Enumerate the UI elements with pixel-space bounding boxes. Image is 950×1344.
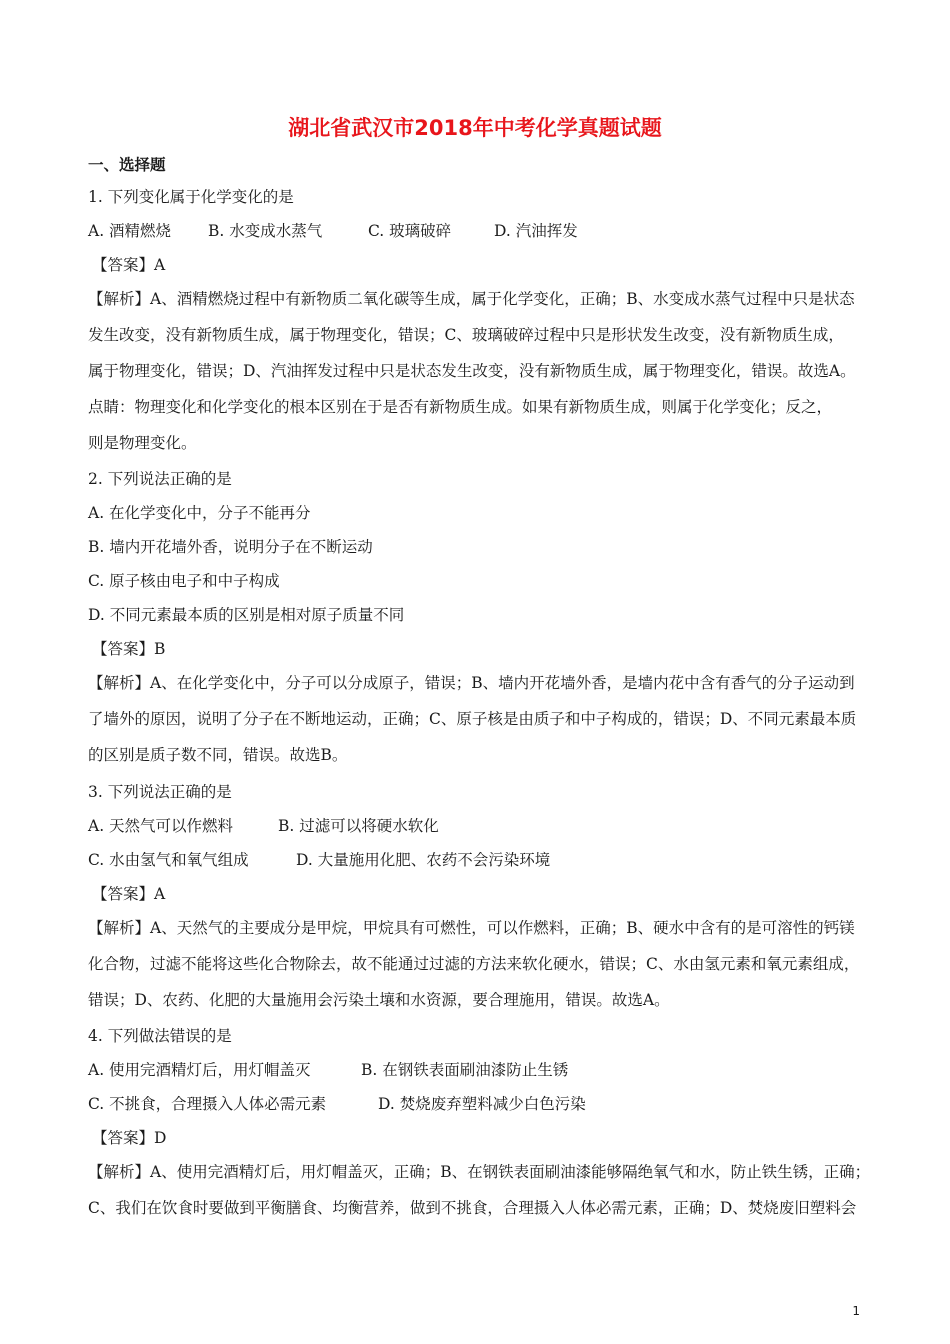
question-2-stem: 2. 下列说法正确的是 <box>88 470 232 488</box>
q2-analysis-line: 的区别是质子数不同，错误。故选B。 <box>88 746 348 764</box>
q3-option-d: D. 大量施用化肥、农药不会污染环境 <box>296 851 551 869</box>
q2-option-b: B. 墙内开花墙外香，说明分子在不断运动 <box>88 538 373 556</box>
q1-analysis-line: 发生改变，没有新物质生成，属于物理变化，错误；C、玻璃破碎过程中只是形状发生改变，没有新物质生成， <box>88 326 844 344</box>
question-1-stem: 1. 下列变化属于化学变化的是 <box>88 188 294 206</box>
q1-option-b: B. 水变成水蒸气 <box>208 222 323 240</box>
q1-analysis-line: 属于物理变化，错误；D、汽油挥发过程中只是状态发生改变，没有新物质生成，属于物理变化，错误。故选A。 <box>88 362 856 380</box>
q1-option-a: A. 酒精燃烧 <box>88 222 172 240</box>
q1-analysis-line: 【解析】A、酒精燃烧过程中有新物质二氧化碳等生成，属于化学变化，正确；B、水变成水蒸气过程中只是状态 <box>88 290 855 308</box>
page-number: 1 <box>852 1304 860 1318</box>
q1-option-c: C. 玻璃破碎 <box>368 222 452 240</box>
q4-analysis-line: 【解析】A、使用完酒精灯后，用灯帽盖灭，正确；B、在钢铁表面刷油漆能够隔绝氧气和水，防止铁生锈，正确； <box>88 1163 871 1181</box>
q3-analysis-line: 错误；D、农药、化肥的大量施用会污染土壤和水资源，要合理施用，错误。故选A。 <box>88 991 670 1009</box>
question-4-answer: 【答案】D <box>92 1129 167 1147</box>
q2-analysis-line: 【解析】A、在化学变化中，分子可以分成原子，错误；B、墙内开花墙外香，是墙内花中含有香气的分子运动到 <box>88 674 855 692</box>
question-1-answer: 【答案】A <box>92 256 166 274</box>
q4-analysis-line: C、我们在饮食时要做到平衡膳食、均衡营养，做到不挑食，合理摄入人体必需元素，正确；D、焚烧废旧塑料会 <box>88 1199 857 1217</box>
page-title: 湖北省武汉市2018年中考化学真题试题 <box>288 116 662 140</box>
q2-option-a: A. 在化学变化中，分子不能再分 <box>88 504 311 522</box>
q3-analysis-line: 化合物，过滤不能将这些化合物除去，故不能通过过滤的方法来软化硬水，错误；C、水由氢元素和氧元素组成， <box>88 955 860 973</box>
question-3-options-row2 <box>88 850 550 870</box>
question-2-answer: 【答案】B <box>92 640 166 658</box>
question-3-options-row1 <box>88 816 439 836</box>
q3-option-c: C. 水由氢气和氧气组成 <box>88 851 249 869</box>
q4-option-a: A. 使用完酒精灯后，用灯帽盖灭 <box>88 1061 311 1079</box>
question-4-stem: 4. 下列做法错误的是 <box>88 1027 232 1045</box>
q4-option-b: B. 在钢铁表面刷油漆防止生锈 <box>361 1061 569 1079</box>
question-4-options-row2 <box>88 1094 586 1114</box>
q2-option-d: D. 不同元素最本质的区别是相对原子质量不同 <box>88 606 405 624</box>
section-heading: 一、选择题 <box>88 156 166 174</box>
q1-option-d: D. 汽油挥发 <box>494 222 578 240</box>
q3-option-a: A. 天然气可以作燃料 <box>88 817 234 835</box>
question-3-answer: 【答案】A <box>92 885 166 903</box>
q3-option-b: B. 过滤可以将硬水软化 <box>278 817 439 835</box>
q1-analysis-line: 点睛：物理变化和化学变化的根本区别在于是否有新物质生成。如果有新物质生成，则属于化学变化；反之， <box>88 398 833 416</box>
q2-analysis-line: 了墙外的原因，说明了分子在不断地运动，正确；C、原子核是由质子和中子构成的，错误；D、不同元素最本质 <box>88 710 857 728</box>
q1-analysis-line: 则是物理变化。 <box>88 434 197 452</box>
q4-option-d: D. 焚烧废弃塑料减少白色污染 <box>378 1095 586 1113</box>
q3-analysis-line: 【解析】A、天然气的主要成分是甲烷，甲烷具有可燃性，可以作燃料，正确；B、硬水中含有的是可溶性的钙镁 <box>88 919 855 937</box>
q2-option-c: C. 原子核由电子和中子构成 <box>88 572 280 590</box>
q4-option-c: C. 不挑食，合理摄入人体必需元素 <box>88 1095 327 1113</box>
question-3-stem: 3. 下列说法正确的是 <box>88 783 232 801</box>
question-1-options <box>88 221 578 241</box>
question-4-options-row1 <box>88 1060 568 1080</box>
